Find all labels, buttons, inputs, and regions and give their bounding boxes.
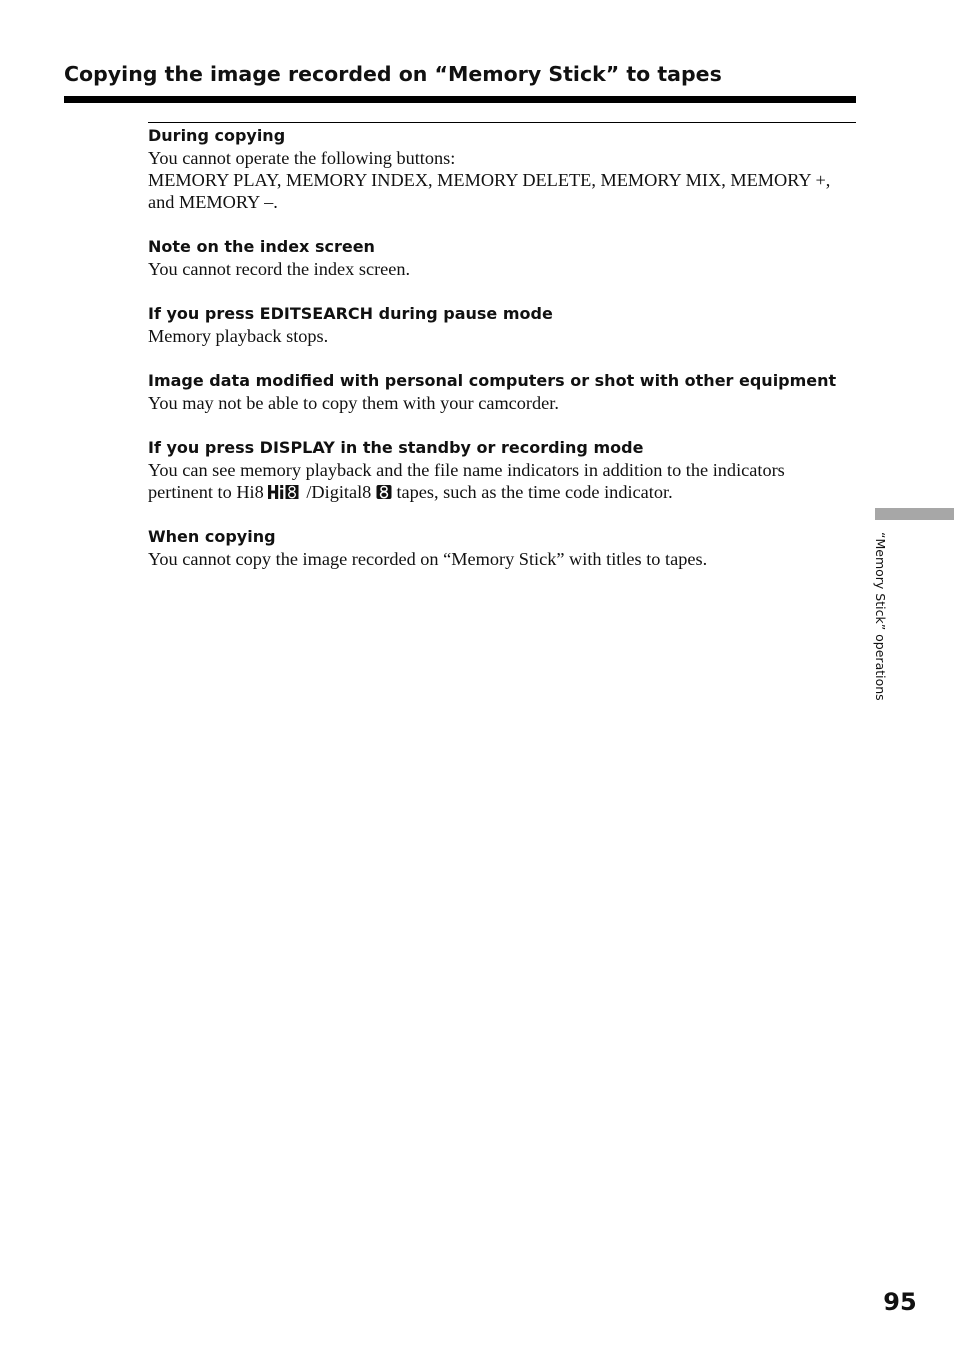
- section-heading: Note on the index screen: [148, 237, 375, 256]
- section-display: [148, 436, 860, 503]
- body-line: MEMORY PLAY, MEMORY INDEX, MEMORY DELETE, MEMORY MIX, MEMORY +,: [148, 170, 831, 190]
- section-body: [148, 325, 860, 347]
- content-area: [148, 124, 860, 592]
- body-line: You can see memory playback and the file name indicators in addition to the indicators: [148, 460, 785, 480]
- section-body: [148, 147, 860, 213]
- section-body: [148, 548, 860, 570]
- body-line: and MEMORY –.: [148, 192, 278, 212]
- hi8-logo-icon: [268, 484, 306, 500]
- section-heading: If you press DISPLAY in the standby or recording mode: [148, 438, 644, 457]
- section-index-screen: [148, 235, 860, 280]
- section-when-copying: [148, 525, 860, 570]
- section-editsearch: [148, 302, 860, 347]
- section-heading: If you press EDITSEARCH during pause mode: [148, 304, 553, 323]
- section-heading: When copying: [148, 527, 276, 546]
- side-tab-bar: [875, 508, 954, 520]
- body-text-fragment: tapes, such as the time code indicator.: [391, 482, 673, 502]
- body-line: You cannot copy the image recorded on “Memory Stick” with titles to tapes.: [148, 549, 708, 569]
- section-image-data: [148, 369, 860, 414]
- title-rule: [64, 96, 856, 103]
- body-line: [148, 481, 860, 503]
- page-title: Copying the image recorded on “Memory Stick” to tapes: [64, 62, 722, 86]
- digital8-logo-icon: [376, 484, 392, 500]
- section-during-copying: [148, 124, 860, 213]
- section-heading: During copying: [148, 126, 286, 145]
- body-line: You may not be able to copy them with your camcorder.: [148, 393, 559, 413]
- body-line: Memory playback stops.: [148, 326, 329, 346]
- section-rule: [148, 122, 856, 123]
- body-line: You cannot record the index screen.: [148, 259, 411, 279]
- body-text-fragment: pertinent to Hi8: [148, 482, 269, 502]
- section-body: [148, 392, 860, 414]
- section-heading: Image data modified with personal computers or shot with other equipment: [148, 371, 837, 390]
- side-section-label: “Memory Stick” operations: [873, 532, 888, 701]
- page-number: 95: [883, 1288, 917, 1316]
- body-text-fragment: /Digital8: [306, 482, 376, 502]
- body-line: You cannot operate the following buttons:: [148, 148, 456, 168]
- section-body: [148, 459, 860, 503]
- section-body: [148, 258, 860, 280]
